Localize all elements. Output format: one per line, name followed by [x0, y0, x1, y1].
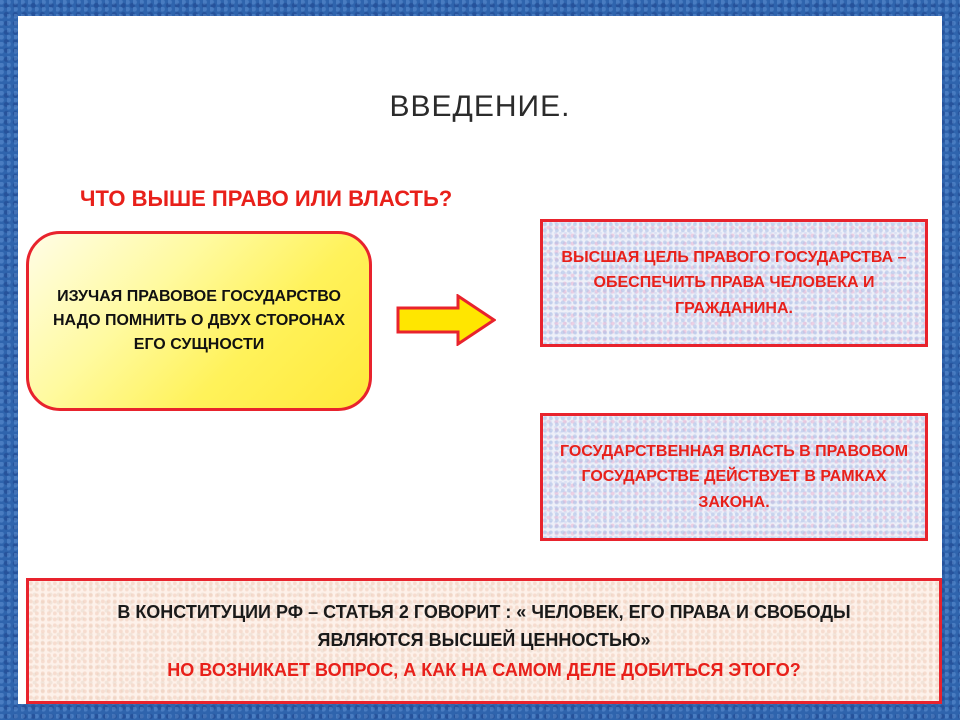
slide [18, 16, 942, 704]
goal-text: ВЫСШАЯ ЦЕЛЬ ПРАВОГО ГОСУДАРСТВА – ОБЕСПЕЧИТЬ ПРАВА ЧЕЛОВЕКА И ГРАЖДАНИНА. [561, 248, 907, 317]
constitution-box [26, 578, 942, 704]
power-text: ГОСУДАРСТВЕННАЯ ВЛАСТЬ В ПРАВОВОМ ГОСУДАРСТВЕ ДЕЙСТВУЕТ В РАМКАХ ЗАКОНА. [559, 442, 909, 511]
state-essence-box [26, 231, 372, 411]
power-box [540, 413, 928, 541]
goal-box [540, 219, 928, 347]
state-essence-text: ИЗУЧАЯ ПРАВОВОЕ ГОСУДАРСТВО НАДО ПОМНИТЬ О ДВУХ СТОРОНАХ ЕГО СУЩНОСТИ [52, 288, 345, 353]
question-heading: ЧТО ВЫШЕ ПРАВО ИЛИ ВЛАСТЬ? [80, 186, 453, 211]
slide-title: ВВЕДЕНИЕ. [389, 90, 571, 123]
constitution-quote: В КОНСТИТУЦИИ РФ – СТАТЬЯ 2 ГОВОРИТ : « ЧЕЛОВЕК, ЕГО ПРАВА И СВОБОДЫ ЯВЛЯЮТСЯ ВЫСШЕЙ ЦЕННОСТЬЮ» [117, 602, 851, 650]
constitution-question: НО ВОЗНИКАЕТ ВОПРОС, А КАК НА САМОМ ДЕЛЕ ДОБИТЬСЯ ЭТОГО? [167, 659, 801, 680]
right-arrow-icon [396, 294, 496, 346]
